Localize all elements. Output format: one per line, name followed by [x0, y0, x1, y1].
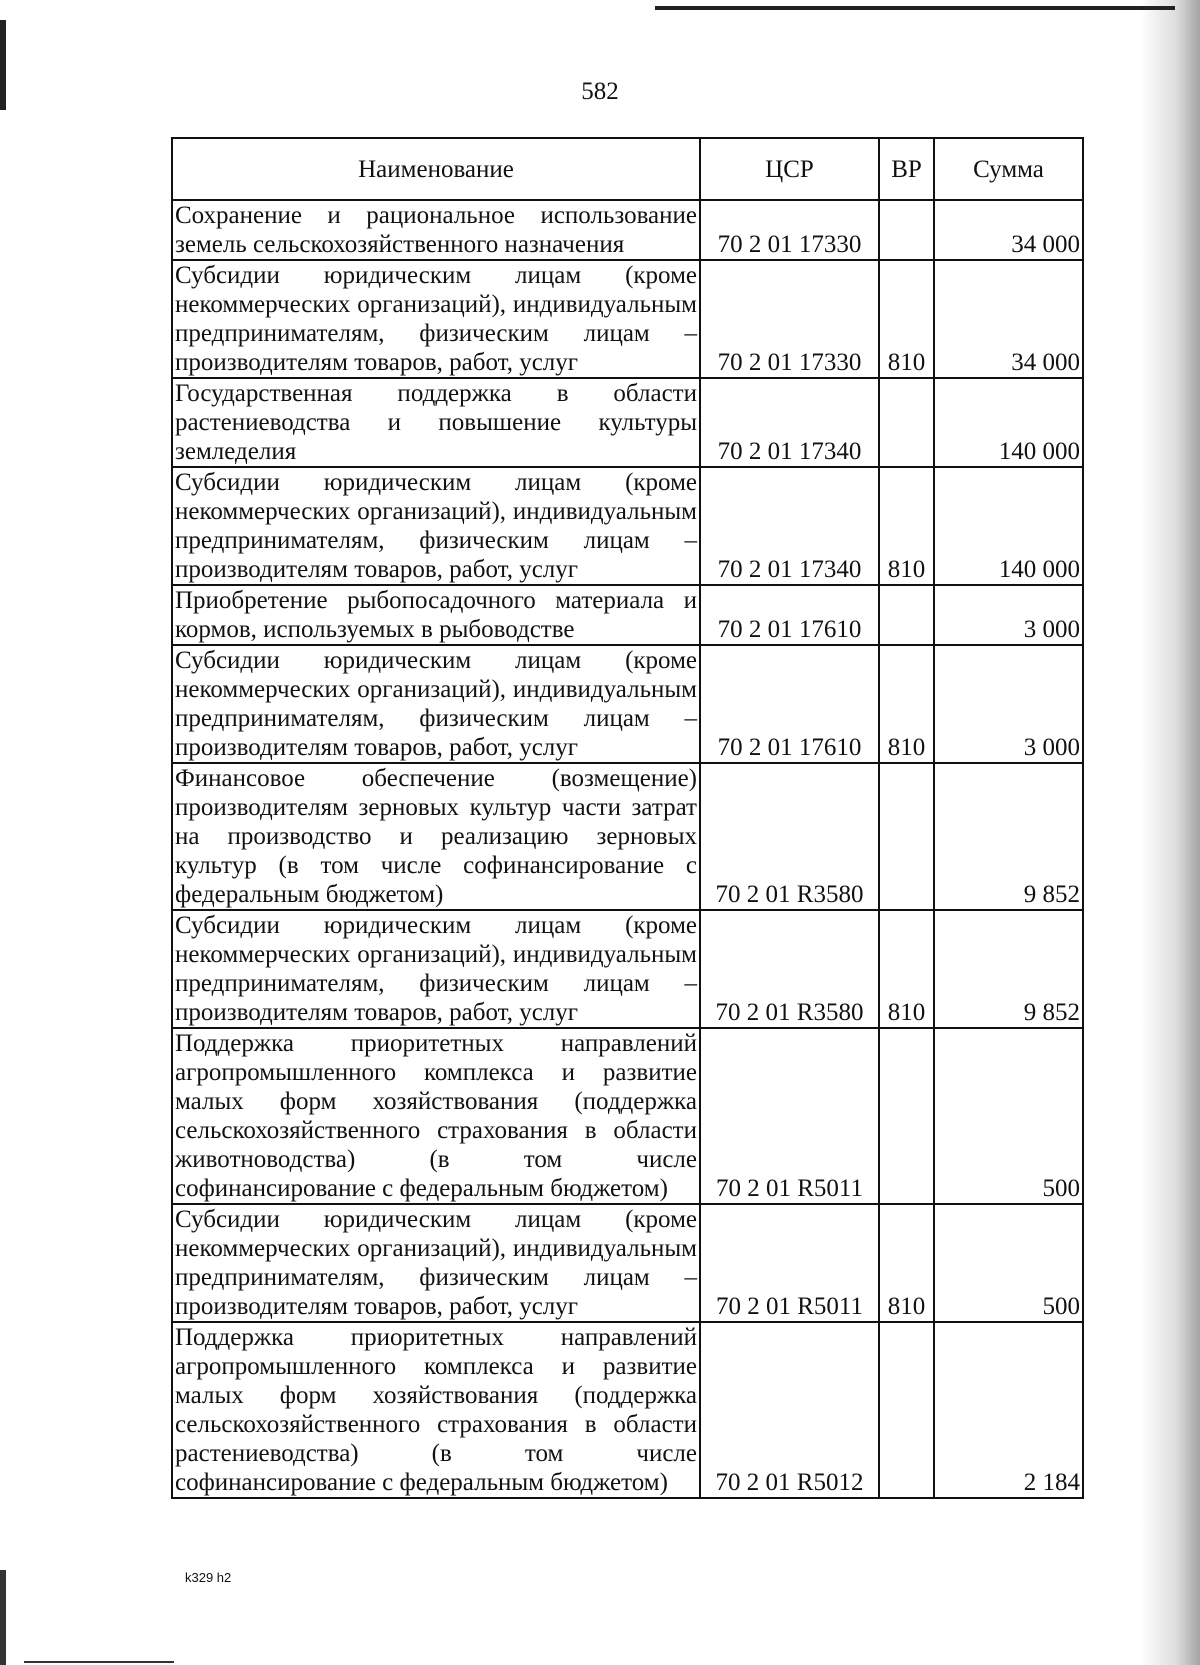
table-row	[172, 378, 1083, 467]
scan-artifact-bottom	[24, 1661, 174, 1663]
budget-table	[171, 137, 1084, 1499]
row-csr: 70 2 01 17610	[700, 645, 879, 763]
page-number: 582	[581, 78, 619, 105]
row-csr: 70 2 01 17340	[700, 467, 879, 585]
row-vr: 810	[879, 1204, 934, 1322]
scan-artifact-left-bottom	[0, 1570, 6, 1665]
row-vr	[879, 200, 934, 260]
row-name: Субсидии юридическим лицам (кроме некоммерческих организаций), индивидуальным предпринимателям, физическим лицам – производителям товаров, работ, услуг	[172, 1204, 700, 1322]
table-header-row	[172, 138, 1083, 200]
row-vr: 810	[879, 910, 934, 1028]
row-sum: 3 000	[934, 585, 1083, 645]
table-row	[172, 763, 1083, 910]
row-name: Субсидии юридическим лицам (кроме некоммерческих организаций), индивидуальным предпринимателям, физическим лицам – производителям товаров, работ, услуг	[172, 260, 700, 378]
table-row	[172, 1028, 1083, 1204]
table-row	[172, 910, 1083, 1028]
row-sum: 9 852	[934, 910, 1083, 1028]
header-csr: ЦСР	[700, 138, 879, 200]
row-name: Сохранение и рациональное использование земель сельскохозяйственного назначения	[172, 200, 700, 260]
row-sum: 9 852	[934, 763, 1083, 910]
row-sum: 34 000	[934, 200, 1083, 260]
row-name: Приобретение рыбопосадочного материала и кормов, используемых в рыбоводстве	[172, 585, 700, 645]
header-sum: Сумма	[934, 138, 1083, 200]
row-vr: 810	[879, 645, 934, 763]
row-vr	[879, 1028, 934, 1204]
row-csr: 70 2 01 R5012	[700, 1322, 879, 1498]
table-row	[172, 585, 1083, 645]
row-vr	[879, 585, 934, 645]
row-vr	[879, 1322, 934, 1498]
row-sum: 3 000	[934, 645, 1083, 763]
row-name: Субсидии юридическим лицам (кроме некоммерческих организаций), индивидуальным предпринимателям, физическим лицам – производителям товаров, работ, услуг	[172, 467, 700, 585]
row-sum: 500	[934, 1204, 1083, 1322]
table-row	[172, 645, 1083, 763]
row-csr: 70 2 01 R3580	[700, 763, 879, 910]
table-row	[172, 1322, 1083, 1498]
row-vr: 810	[879, 467, 934, 585]
row-name: Субсидии юридическим лицам (кроме некоммерческих организаций), индивидуальным предпринимателям, физическим лицам – производителям товаров, работ, услуг	[172, 645, 700, 763]
scan-shadow-right	[1140, 0, 1200, 1665]
footer-code: k329 h2	[185, 1570, 232, 1585]
row-vr	[879, 763, 934, 910]
row-csr: 70 2 01 R5011	[700, 1028, 879, 1204]
header-vr: ВР	[879, 138, 934, 200]
row-sum: 140 000	[934, 467, 1083, 585]
table-row	[172, 200, 1083, 260]
table-row	[172, 467, 1083, 585]
row-sum: 34 000	[934, 260, 1083, 378]
row-vr	[879, 378, 934, 467]
row-csr: 70 2 01 R5011	[700, 1204, 879, 1322]
row-csr: 70 2 01 17330	[700, 260, 879, 378]
row-name: Субсидии юридическим лицам (кроме некоммерческих организаций), индивидуальным предпринимателям, физическим лицам – производителям товаров, работ, услуг	[172, 910, 700, 1028]
row-name: Поддержка приоритетных направлений агропромышленного комплекса и развитие малых форм хозяйствования (поддержка сельскохозяйственного страхования в области животноводства) (в том числе софинансирование с федеральным бюджетом)	[172, 1028, 700, 1204]
row-sum: 2 184	[934, 1322, 1083, 1498]
row-csr: 70 2 01 17340	[700, 378, 879, 467]
row-name: Государственная поддержка в области растениеводства и повышение культуры земледелия	[172, 378, 700, 467]
row-name: Поддержка приоритетных направлений агропромышленного комплекса и развитие малых форм хозяйствования (поддержка сельскохозяйственного страхования в области растениеводства) (в том числе софинансирование с федеральным бюджетом)	[172, 1322, 700, 1498]
row-name: Финансовое обеспечение (возмещение) производителям зерновых культур части затрат на производство и реализацию зерновых культур (в том числе софинансирование с федеральным бюджетом)	[172, 763, 700, 910]
row-sum: 500	[934, 1028, 1083, 1204]
row-vr: 810	[879, 260, 934, 378]
header-name: Наименование	[172, 138, 700, 200]
row-csr: 70 2 01 R3580	[700, 910, 879, 1028]
row-csr: 70 2 01 17610	[700, 585, 879, 645]
table-row	[172, 1204, 1083, 1322]
row-csr: 70 2 01 17330	[700, 200, 879, 260]
scan-artifact-top	[655, 6, 1175, 10]
table-row	[172, 260, 1083, 378]
row-sum: 140 000	[934, 378, 1083, 467]
